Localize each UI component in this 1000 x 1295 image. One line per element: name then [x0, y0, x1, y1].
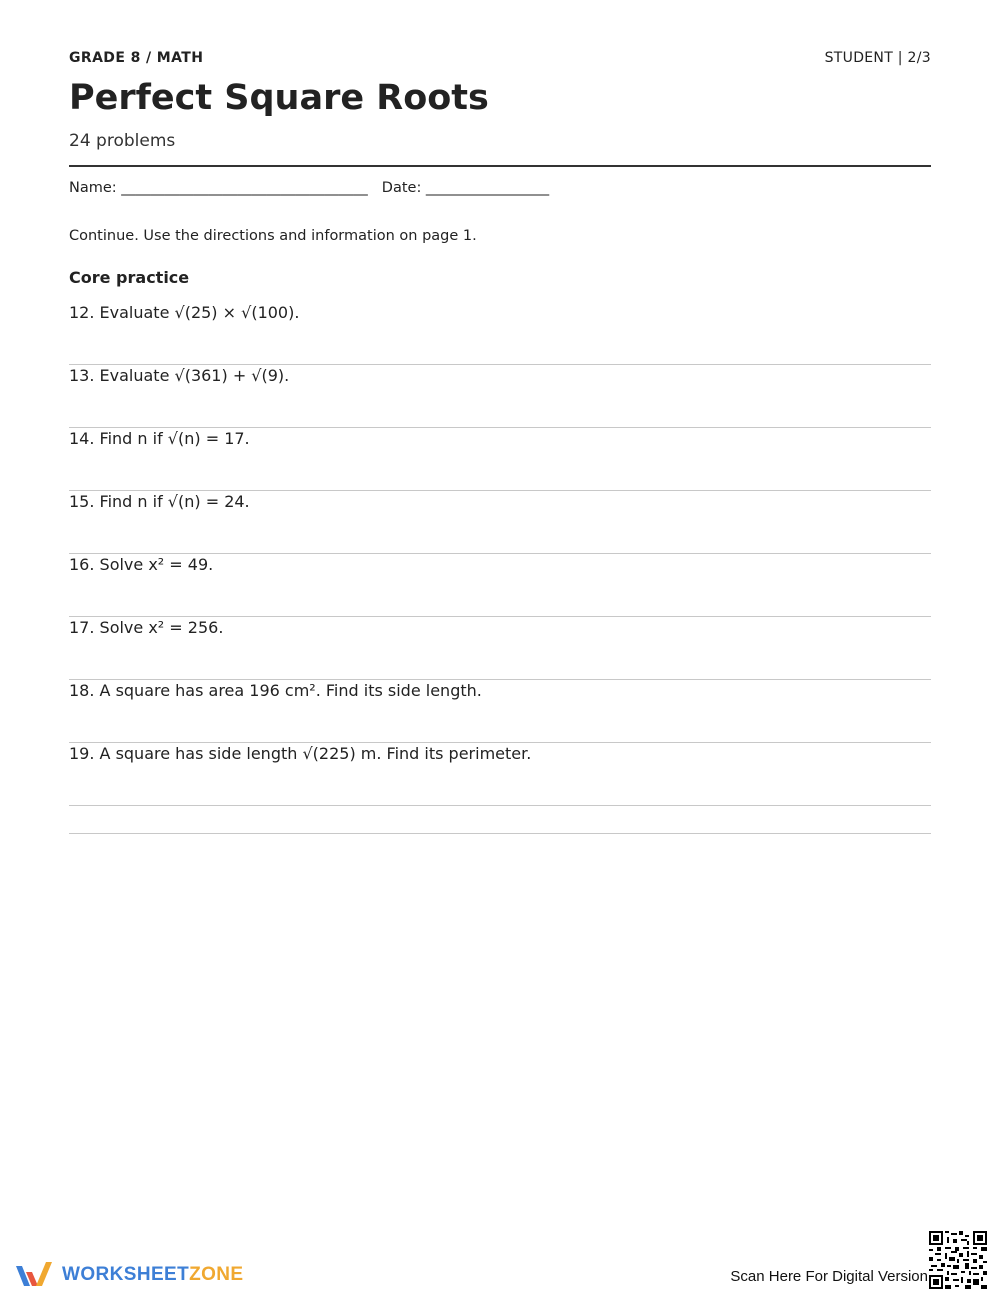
problem-text: 17. Solve x² = 256. — [69, 618, 224, 637]
page-header — [69, 50, 931, 68]
problem-item — [69, 743, 931, 806]
grade-subject-label: GRADE 8 / MATH — [69, 50, 204, 66]
student-page-label: STUDENT | 2/3 — [824, 50, 931, 66]
problem-item — [69, 428, 931, 491]
name-date-row — [69, 180, 549, 196]
worksheetzone-logo[interactable] — [14, 1260, 244, 1290]
problem-item — [69, 680, 931, 743]
problem-item — [69, 302, 931, 365]
instructions: Continue. Use the directions and information on page 1. — [69, 228, 477, 244]
problem-item — [69, 554, 931, 617]
problem-text: 19. A square has side length √(225) m. Find its perimeter. — [69, 744, 532, 763]
logo-wordmark: WORKSHEETZONE — [62, 1264, 244, 1285]
problem-text: 12. Evaluate √(25) × √(100). — [69, 303, 300, 322]
qr-code-icon[interactable] — [929, 1231, 987, 1289]
problem-item — [69, 617, 931, 680]
problem-list — [69, 302, 931, 834]
problem-text: 15. Find n if √(n) = 24. — [69, 492, 250, 511]
scan-label: Scan Here For Digital Version — [730, 1268, 928, 1285]
date-field[interactable]: Date: _________________ — [381, 180, 550, 196]
section-title: Core practice — [69, 268, 190, 287]
problem-count: 24 problems — [69, 131, 176, 151]
problem-text: 13. Evaluate √(361) + √(9). — [69, 366, 290, 385]
answer-line — [69, 806, 931, 834]
page-title: Perfect Square Roots — [69, 78, 489, 118]
problem-text: 18. A square has area 196 cm². Find its side length. — [69, 681, 482, 700]
problem-text: 14. Find n if √(n) = 17. — [69, 429, 250, 448]
name-field[interactable]: Name: __________________________________ — [69, 180, 368, 196]
problem-text: 16. Solve x² = 49. — [69, 555, 214, 574]
header-divider — [69, 165, 931, 167]
problem-item — [69, 491, 931, 554]
worksheetzone-logo-icon — [14, 1260, 56, 1290]
problem-item — [69, 365, 931, 428]
